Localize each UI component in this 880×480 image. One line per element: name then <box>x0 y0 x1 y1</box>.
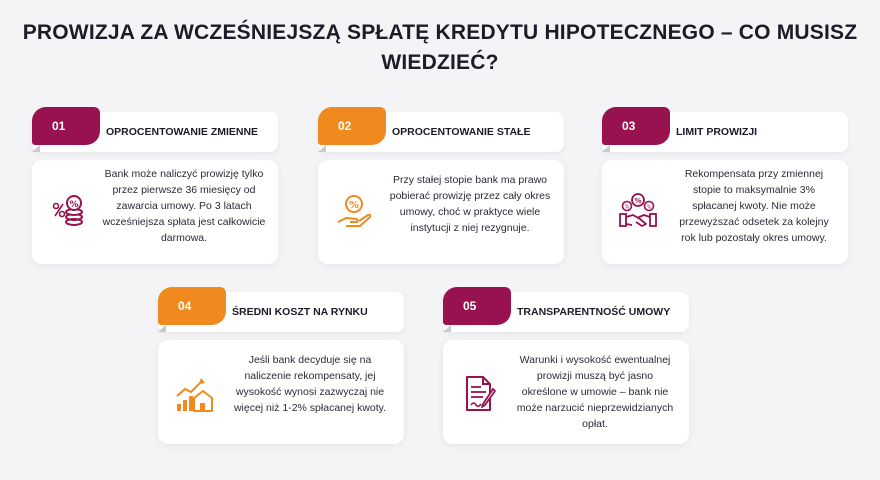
card-4-number: 04 <box>178 299 192 313</box>
svg-text:%: % <box>646 204 652 211</box>
card-5-text: Warunki i wysokość ewentualnej prowizji muszą być jasno określone w umowie – bank nie może narzucić nieprzewidzianych opłat. <box>516 354 674 430</box>
card-3-number-tab <box>602 107 670 145</box>
card-2-label: OPROCENTOWANIE STAŁE <box>392 126 531 138</box>
contract-document-icon <box>459 374 499 414</box>
page-title: PROWIZJA ZA WCZEŚNIEJSZĄ SPŁATĘ KREDYTU HIPOTECZNEGO – CO MUSISZ WIEDZIEĆ? <box>22 21 858 74</box>
card-4-label: ŚREDNI KOSZT NA RYNKU <box>232 306 368 318</box>
card-3-body <box>602 160 848 264</box>
card-4-text: Jeśli bank decyduje się na naliczenie rekompensaty, jej wysokość wynosi zazwyczaj nie więcej niż 1-2% spłacanej kwoty. <box>233 354 387 414</box>
house-growth-chart-icon <box>174 374 214 414</box>
card-2-number: 02 <box>338 119 352 133</box>
card-5-number-tab <box>443 287 511 325</box>
svg-text:%: % <box>634 197 642 205</box>
svg-text:%: % <box>348 200 360 211</box>
card-4-body <box>158 340 404 444</box>
svg-text:%: % <box>624 204 630 211</box>
card-2-number-tab <box>318 107 386 145</box>
card-3-number: 03 <box>622 119 636 133</box>
card-2-body <box>318 160 564 264</box>
hand-percent-icon <box>334 192 374 232</box>
card-1-text: Bank może naliczyć prowizję tylko przez pierwsze 36 miesięcy od zawarcia umowy. Po 3 latach wcześniejsza spłata jest całkowicie darmowa. <box>102 168 266 244</box>
percent-coins-icon <box>48 192 88 232</box>
card-1-label: OPROCENTOWANIE ZMIENNE <box>106 126 259 138</box>
card-1-number: 01 <box>52 119 66 133</box>
card-1-number-tab <box>32 107 100 145</box>
card-1-body <box>32 160 278 264</box>
svg-text:%: % <box>69 200 79 210</box>
card-5-body <box>443 340 689 444</box>
card-5-number: 05 <box>463 299 477 313</box>
card-4-number-tab <box>158 287 226 325</box>
card-2-text: Przy stałej stopie bank ma prawo pobierać prowizję przez cały okres umowy, choć w praktyce wiele instytucji z niej rezygnuje. <box>389 174 551 234</box>
handshake-percent-icon <box>618 192 658 232</box>
card-3-label: LIMIT PROWIZJI <box>676 126 758 138</box>
card-5-label: TRANSPARENTNOŚĆ UMOWY <box>517 306 671 318</box>
card-3-text: Rekompensata przy zmiennej stopie to maksymalnie 3% spłacanej kwoty. Nie może przewyższać odsetek za kolejny rok lub pozostały okres umowy. <box>679 168 829 244</box>
